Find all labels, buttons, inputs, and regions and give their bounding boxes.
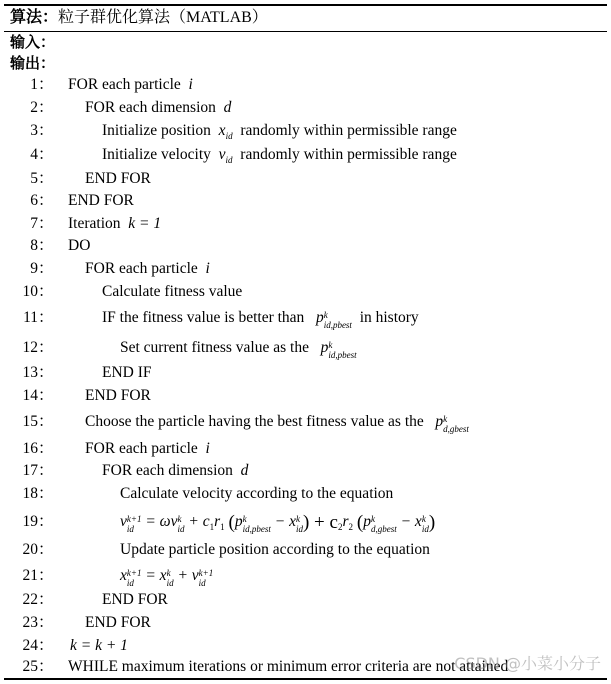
code-line-25: 25 ： WHILE maximum iterations or minimum error criteria are not attained: [4, 656, 604, 678]
line-text: [102, 120, 457, 147]
code-line-14: 14 ： END FOR: [4, 385, 604, 407]
line-number: 3: [30, 122, 38, 139]
line-number: 16: [22, 440, 38, 457]
code-line-23: 23 ： END FOR: [4, 612, 604, 634]
line-number: 8: [30, 237, 38, 254]
line-number: 20: [22, 541, 38, 558]
code-line-17: 17 ： FOR each dimension d: [4, 460, 604, 482]
statement-text: Choose the particle having the best fitness value as the: [85, 413, 424, 430]
keyword-text: FOR each dimension: [85, 99, 216, 116]
math-var: i: [188, 76, 193, 93]
statement-text: Initialize position: [102, 122, 211, 139]
code-line-7: 7 ： Iteration k = 1: [4, 213, 604, 235]
algorithm-title: [10, 8, 268, 28]
line-text: END FOR: [68, 192, 134, 209]
line-number: 23: [22, 614, 38, 631]
line-number: 19: [22, 513, 38, 530]
line-text: [68, 74, 193, 96]
math-var: d: [240, 462, 249, 479]
statement-text: IF the fitness value is better than: [102, 309, 305, 326]
keyword-text: FOR each particle: [85, 260, 198, 277]
title-label: 算法：: [10, 9, 59, 26]
code-line-13: 13 ： END IF: [4, 362, 604, 384]
line-text: [85, 258, 210, 280]
line-text: Update particle position according to the equation: [120, 541, 430, 558]
code-line-12: 12 ： Set current fitness value as the p k id,pbest: [4, 337, 604, 359]
line-number: 12: [22, 339, 38, 356]
line-number: 11: [23, 309, 38, 326]
math-script: k id,pbest: [328, 340, 357, 360]
math-var: p: [435, 413, 444, 430]
code-line-15: 15 ： Choose the particle having the best fitness value as the p k d,gbest: [4, 411, 604, 433]
position-equation: x k+1 id = x k id + v k+1 id: [120, 567, 214, 588]
keyword-text: FOR each particle: [68, 76, 181, 93]
math-var: p: [315, 309, 324, 326]
statement-text: randomly within permissible range: [240, 146, 457, 163]
code-line-24: 24 ： k = k + 1: [4, 635, 604, 657]
line-number: 22: [22, 591, 38, 608]
math-var: v: [218, 146, 226, 163]
code-line-18: 18 ： Calculate velocity according to the equation: [4, 483, 604, 505]
line-text: Calculate fitness value: [102, 283, 243, 300]
math-var: i: [205, 440, 210, 457]
line-text: [68, 213, 161, 235]
math-var: x: [218, 122, 226, 139]
statement-text: Initialize velocity: [102, 146, 211, 163]
watermark: CSDN @小菜小分子: [454, 654, 601, 673]
statement-text: Set current fitness value as the: [120, 339, 309, 356]
line-number: 5: [30, 170, 38, 187]
line-number: 9: [30, 260, 38, 277]
line-number: 15: [22, 413, 38, 430]
math-subscript: id: [225, 131, 233, 141]
line-number: 10: [22, 283, 38, 300]
line-text: [102, 460, 248, 482]
statement-text: Iteration: [68, 215, 121, 232]
line-text: DO: [68, 237, 91, 254]
code-line-22: 22 ： END FOR: [4, 589, 604, 611]
code-line-4: 4 ： Initialize velocity $v_{id}$ randomly within permissible range: [4, 144, 604, 166]
algorithm-box: [4, 4, 607, 680]
keyword-text: FOR each particle: [85, 440, 198, 457]
math-var: d: [223, 99, 232, 116]
keyword-text: FOR each dimension: [102, 462, 233, 479]
line-number: 21: [22, 567, 38, 584]
statement-text: in history: [359, 309, 419, 326]
line-number: 13: [22, 364, 38, 381]
input-label: 输入：: [10, 35, 56, 51]
line-number: 14: [22, 387, 38, 404]
line-text: [85, 97, 231, 119]
line-text: [120, 337, 357, 360]
code-line-11: 11 ： IF the fitness value is better than p k id,pbest in history: [4, 307, 604, 329]
math-expression: k = 1: [128, 215, 162, 232]
code-line-3: 3 ： Initialize position $x_{id}$ randomly within permissible range: [4, 120, 604, 142]
bottom-rule: [4, 678, 607, 680]
line-text: [102, 307, 419, 330]
line-text: WHILE maximum iterations or minimum error criteria are not attained: [68, 658, 509, 675]
code-line-6: 6 ： END FOR: [4, 190, 604, 212]
line-number: 17: [22, 462, 38, 479]
velocity-equation: v k+1 id = ωv k id + $c_1r_1$ (p k id,pbest − x k id ) + $c_2r_2$ (p k d,gbest − x k id ): [120, 512, 436, 534]
code-line-8: 8 ： DO: [4, 235, 604, 257]
math-var: p: [320, 339, 329, 356]
line-number: 2: [30, 99, 38, 116]
code-line-5: 5 ： END FOR: [4, 168, 604, 190]
line-text: [102, 144, 457, 171]
line-text: [85, 411, 469, 434]
code-line-2: 2 ： FOR each dimension d: [4, 97, 604, 119]
math-script: k id,pbest: [323, 310, 352, 330]
math-expression: k = k + 1: [70, 637, 128, 654]
line-text: Calculate velocity according to the equation: [120, 485, 394, 502]
header-rule: [4, 31, 607, 32]
line-number: 1: [30, 76, 38, 93]
line-number: 4: [30, 146, 38, 163]
line-text: END IF: [102, 364, 152, 381]
line-text: END FOR: [85, 170, 151, 187]
math-subscript: id: [225, 155, 233, 165]
top-rule: [4, 4, 607, 6]
statement-text: randomly within permissible range: [240, 122, 457, 139]
line-text: [85, 438, 210, 460]
line-number: 6: [30, 192, 38, 209]
code-line-16: 16 ： FOR each particle i: [4, 438, 604, 460]
code-line-21: 21 ： x k+1 id = x k id + v k+1 id: [4, 565, 604, 587]
line-number: 24: [22, 637, 38, 654]
code-line-20: 20 ： Update particle position according to the equation: [4, 539, 604, 561]
title-text: 粒子群优化算法（MATLAB）: [58, 9, 268, 26]
output-label: 输出：: [10, 56, 56, 72]
line-number: 25: [22, 658, 38, 675]
code-line-1: 1 ： FOR each particle i: [4, 74, 604, 96]
math-var: i: [205, 260, 210, 277]
line-number: 18: [22, 485, 38, 502]
code-line-9: 9 ： FOR each particle i: [4, 258, 604, 280]
line-number: 7: [30, 215, 38, 232]
line-text: END FOR: [85, 614, 151, 631]
code-line-19: 19 ： v k+1 id = ωv k id + $c_1r_1$ (p k id,pbest − x k id ) + $c_2r_2$ (p k d,gbest − x k id ): [4, 511, 604, 533]
line-text: END FOR: [85, 387, 151, 404]
code-line-10: 10 ： Calculate fitness value: [4, 281, 604, 303]
line-text: END FOR: [102, 591, 168, 608]
math-script: k d,gbest: [443, 414, 469, 434]
